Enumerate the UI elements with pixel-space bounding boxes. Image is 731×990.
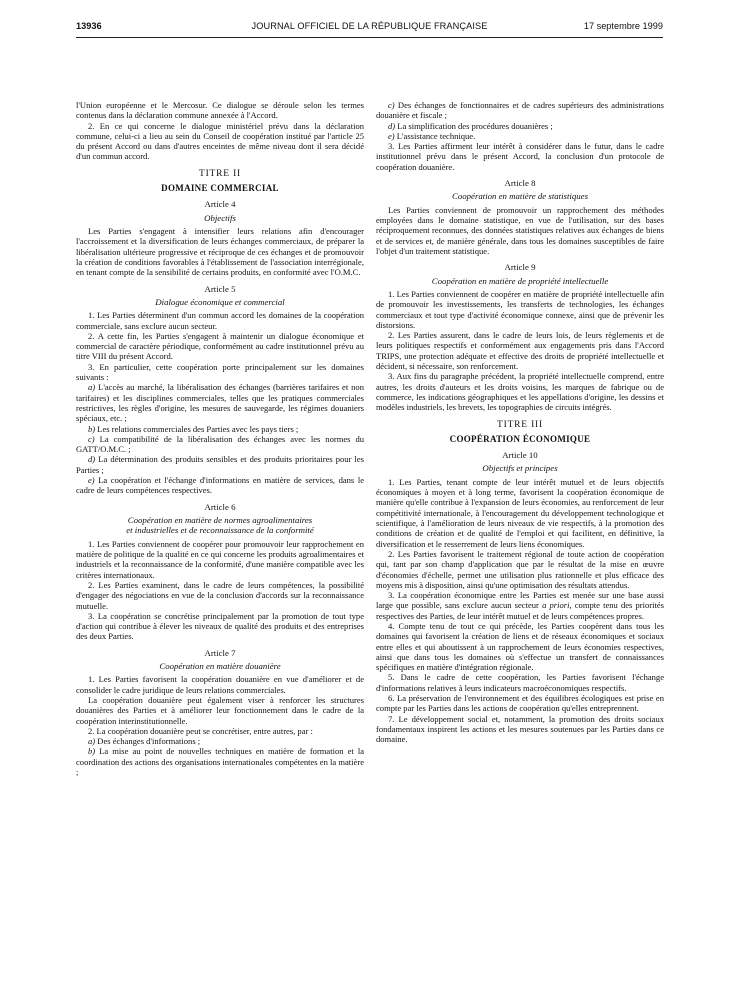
list-item [376,100,664,121]
item-label: e) [88,475,95,486]
article-title-line: Coopération en matière de normes agroalimentaires [127,514,313,525]
article-title: Coopération en matière de propriété intellectuelle [431,275,609,286]
article-heading: Article 10 [502,450,538,461]
article-heading: Article 4 [204,199,236,210]
item-text: Les relations commerciales des Parties avec les pays tiers ; [97,423,299,434]
item-text: La simplification des procédures douanières ; [397,120,553,131]
paragraph: 1. Les Parties conviennent de coopérer pour promouvoir leur rapprochement en matière de politique de la qualité en ce qui concerne les produits agroalimentaires et industriels et la reconnaissance de la conformité, d'une manière compatible avec les critères internationaux. [76,538,364,580]
right-column [376,100,664,745]
paragraph: 3. En particulier, cette coopération porte principalement sur les domaines suivants : [76,361,364,383]
titre-heading: TITRE II [198,168,241,179]
item-text: La mise au point de nouvelles techniques en matière de formation et la coordination des actions des organisations internationales compétentes en la matière ; [76,746,364,778]
list-item [76,454,364,475]
paragraph: 2. En ce qui concerne le dialogue ministériel prévu dans la déclaration commune, celui-ci a lieu au sein du Conseil de coopération institué par l'article 25 du présent Accord ou dans d'autres enceintes de même niveau dont il sera décidé d'un commun accord. [76,120,364,162]
article-title: Objectifs [204,212,236,223]
journal-title: JOURNAL OFFICIEL DE LA RÉPUBLIQUE FRANÇAISE [251,21,488,31]
paragraph: 1. Les Parties, tenant compte de leur intérêt mutuel et de leurs objectifs économiques à moyen et à long terme, favorisent la coopération économique de manière qu'elle contribue à l'expansion de leurs économies, au renforcement de leur compétitivité internationale, à l'encouragement du développement technologique et scientifique, à l'amélioration de leurs niveaux de vie respectifs, à la promotion des conditions de création et de qualité de l'emploi et qui facilitent, en définitive, la diversification et le resserrement de leurs liens économiques. [376,476,664,549]
item-label: d) [388,120,396,131]
article-title-line: et industrielles et de reconnaissance de la conformité [126,525,314,536]
paragraph [376,590,664,621]
article-heading: Article 7 [204,647,236,658]
item-text: Des échanges de fonctionnaires et de cadres supérieurs des administrations douanière et fiscale ; [376,100,664,121]
article-heading: Article 8 [504,178,536,189]
article-title: Coopération en matière de statistiques [451,191,588,202]
article-title: Coopération en matière douanière [159,660,281,671]
page-number: 13936 [76,21,102,31]
titre-subheading: DOMAINE COMMERCIAL [161,183,279,194]
item-text: L'assistance technique. [396,130,476,141]
text-run: 3. La coopération économique entre les Parties est menée sur une base aussi large que possible, sans exclure aucun secteur [376,590,664,611]
list-item [76,434,364,455]
italic-run: a priori, [542,600,572,611]
page-header [76,21,663,37]
list-item [76,382,364,423]
titre-heading: TITRE III [497,419,543,430]
item-label: d) [88,454,96,465]
paragraph: 4. Compte tenu de tout ce qui précède, les Parties coopèrent dans tous les domaines qui favorisent la création de liens et de réseaux économiques et sociaux entre elles et qui aboutissent à un rapprochement de leurs économies respectives, ainsi que dans tous les domaines où s'effectue un transfert de connaissances spécifiques en matière d'intégration régionale. [376,620,664,673]
paragraph: 3. Les Parties affirment leur intérêt à considérer dans le futur, dans le cadre institutionnel prévu dans le présent Accord, la conclusion d'un protocole de coopération douanière. [376,141,664,172]
item-text: L'accès au marché, la libéralisation des échanges (barrières tarifaires et non tarifaires) et les disciplines commerciales, telles que les pratiques commerciales restrictives, les règles d'origine, les mesures de sauvegarde, les régimes douaniers spéciaux, etc. ; [76,382,364,424]
article-title [76,515,364,536]
paragraph: 2. A cette fin, les Parties s'engagent à maintenir un dialogue économique et commercial de caractère périodique, conformément au cadre institutionnel prévu au titre VIII du présent Accord. [76,330,364,362]
article-heading: Article 6 [204,501,236,512]
article-heading: Article 5 [204,283,236,294]
paragraph: Les Parties s'engagent à intensifier leurs relations afin d'encourager l'accroissement et la diversification de leurs échanges commerciaux, de préparer la libéralisation ultérieure progressive et réciproque de ces échanges et de promouvoir la création de conditions favorables à l'établissement de l'association interrégionale, en tenant compte de la sensibilité de certains produits, en conformité avec l'O.M.C. [76,226,364,278]
item-text: La compatibilité de la libéralisation des échanges avec les normes du GATT/O.M.C. ; [76,433,364,455]
list-item [76,746,364,777]
item-label: b) [88,423,96,434]
paragraph: 2. Les Parties favorisent le traitement régional de toute action de coopération qui, tant par son champ d'application que par le résultat de la mise en œuvre d'économies d'échelle, permet une utilisation plus rationnelle et plus efficace des moyens mis à disposition, ainsi qu'une optimisation des résultats attendus. [376,548,664,590]
item-label: c) [388,100,395,110]
paragraph: 2. Les Parties assurent, dans le cadre de leurs lois, de leurs règlements et de leurs politiques respectifs et conformément aux engagements pris dans l'Accord TRIPS, une protection adéquate et effective des droits de propriété intellectuelle et décident, si nécessaire, son renforcement. [376,330,664,372]
paragraph: 1. Les Parties déterminent d'un commun accord les domaines de la coopération commerciale, sans exclure aucun secteur. [76,310,364,331]
text-run: compte tenu des priorités respectives des Parties, de leur intérêt mutuel et de leurs compétences propres. [376,600,665,621]
header-rule [76,37,663,38]
item-label: b) [88,746,96,757]
item-label: e) [388,130,395,141]
list-item [76,736,364,746]
list-item [76,424,364,434]
list-item [76,475,364,496]
paragraph: 3. Aux fins du paragraphe précédent, la propriété intellectuelle comprend, entre autres, les droits d'auteurs et les droits voisins, les marques de fabrique ou de commerce, les indications géographiques et les appellations d'origine, les dessins et modèles industriels, les brevets, les topographies de circuits intégrés. [376,371,664,413]
issue-date: 17 septembre 1999 [583,21,663,31]
left-column [76,100,364,777]
paragraph: La coopération douanière peut également viser à renforcer les structures douanières des Parties et à améliorer leur fonctionnement dans le cadre de la coopération interinstitutionnelle. [76,694,364,726]
paragraph: 5. Dans le cadre de cette coopération, les Parties favorisent l'échange d'informations relatives à leurs indicateurs macroéconomiques respectifs. [376,672,664,693]
paragraph: 1. Les Parties favorisent la coopération douanière en vue d'améliorer et de consolider le cadre juridique de leurs relations commerciales. [76,674,364,695]
item-text: Des échanges d'informations ; [97,736,201,747]
paragraph: l'Union européenne et le Mercosur. Ce dialogue se déroule selon les termes contenus dans la déclaration commune annexée à l'Accord. [76,100,364,121]
item-label: a) [88,736,96,747]
paragraph: 7. Le développement social et, notamment, la promotion des droits sociaux fondamentaux inspirent les actions et les mesures soutenues par les Parties dans ce domaine. [376,713,664,745]
paragraph: 6. La préservation de l'environnement et des équilibres écologiques est prise en compte par les Parties dans les actions de coopération qu'elles entreprennent. [376,693,664,714]
paragraph: 2. Les Parties examinent, dans le cadre de leurs compétences, la possibilité d'engager des négociations en vue de la conclusion d'accords sur la reconnaissance mutuelle. [76,579,364,611]
article-heading: Article 9 [504,262,536,273]
item-label: c) [88,433,95,444]
item-text: La détermination des produits sensibles et des produits prioritaires pour les Parties ; [76,454,365,475]
titre-subheading: COOPÉRATION ÉCONOMIQUE [449,433,591,444]
paragraph: Les Parties conviennent de promouvoir un rapprochement des méthodes employées dans le domaine statistique, en vue de l'utilisation, sur des bases réciproquement reconnues, des données statistiques relatives aux échanges de biens et de services et, de manière générale, dans tous les domaines susceptibles de faire l'objet d'un traitement statistique. [376,204,664,256]
paragraph: 2. La coopération douanière peut se concrétiser, entre autres, par : [88,725,313,736]
list-item [376,131,664,141]
paragraph: 3. La coopération se concrétise principalement par la promotion de tout type d'action qui contribue à élever les niveaux de qualité des produits et des entreprises des deux Parties. [76,610,364,642]
item-text: La coopération et l'échange d'informations en matière de services, dans le cadre de leurs compétences respectives. [76,475,364,496]
article-title: Objectifs et principes [482,463,558,474]
item-label: a) [88,382,96,393]
paragraph: 1. Les Parties conviennent de coopérer en matière de propriété intellectuelle afin de promouvoir les investissements, les transferts de technologies, les échanges commerciaux et tout type d'activité économique connexe, ainsi que de prévenir les distorsions. [376,288,664,330]
article-title: Dialogue économique et commercial [155,296,285,307]
list-item [376,121,664,131]
